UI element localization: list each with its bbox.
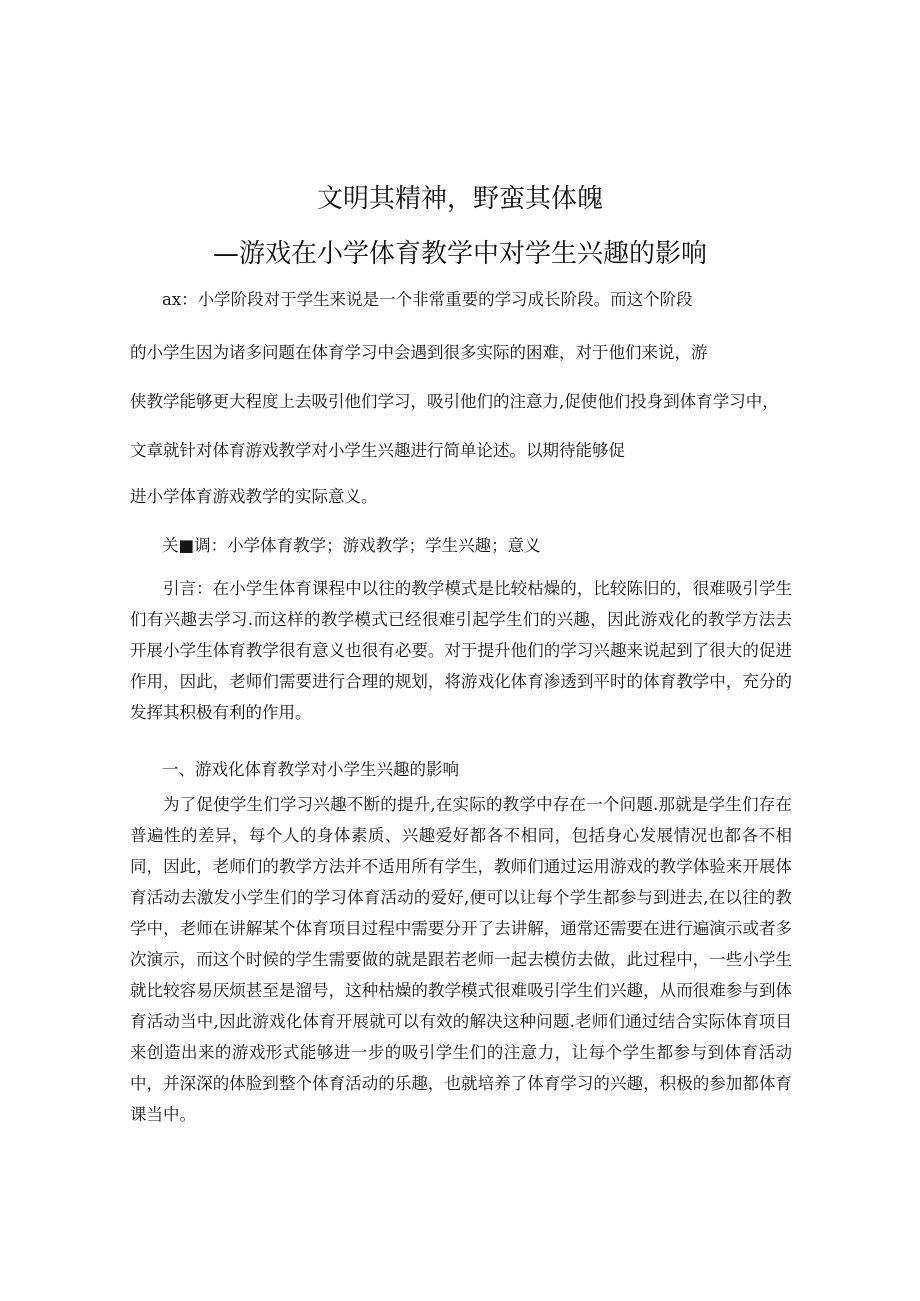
section-paragraph: 为了促使学生们学习兴趣不断的提升,在实际的教学中存在一个问题.那就是学生们存在普遍性的差异，每个人的身体素质、兴趣爱好都各不相同，包括身心发展情况也都各不相同，因此，老师们的教学方法并不适用所有学生，教师们通过运用游戏的教学体验来开展体育活动去激发小学生们的学习体育活动的爱好,便可以让每个学生都参与到进去,在以往的教学中，老师在讲解某个体育项目过程中需要分开了去讲解，通常还需要在进行遍演示或者多次演示，而这个时候的学生需要做的就是跟若老师一起去模仿去做，此过程中，一些小学生就比较容易厌烦甚至是溜号，这种枯燥的教学模式很难吸引学生们兴趣，从而很难参与到体育活动当中,因此游戏化体育开展就可以有效的解决这种问题.老师们通过结合实际体育项目来创造出来的游戏形式能够进一步的吸引学生们的注意力，让每个学生都参与到体育活动中，并深深的体脸到整个体育活动的乐趣，也就培养了体育学习的兴趣，积极的参加都体育课当中。 [130,795,792,1124]
abstract-line: 文章就针对体育游戏教学对小学生兴趣进行简单论述。以期待能够促 [130,441,625,460]
intro-paragraph: 引言：在小学生体育课程中以往的教学模式是比较枯燥的，比较陈旧的，很难吸引学生们有兴趣去学习.而这样的教学模式已经很难引起学生们的兴趣，因此游戏化的教学方法去开展小学生体育教学很有意义也很有必要。对于提升他们的学习兴趣来说起到了很大的促进作用，因此，老师们需要进行合理的规划，将游戏化体育渗透到平时的体育教学中，充分的发挥其积极有利的作用。 [130,579,792,722]
abstract-line: 侠教学能够更大程度上去吸引他们学习，吸引他们的注意力,促使他们投身到体育学习中， [130,392,779,411]
page-subtitle: —游戏在小学体育教学中对学生兴趣的影响 [212,239,707,269]
section-heading: 一、游戏化体育教学对小学生兴趣的影响 [162,760,459,779]
keywords: 关■调：小学体育教学；游戏教学；学生兴趣；意义 [162,536,541,555]
abstract-line: 进小学体育游戏教学的实际意义。 [130,487,378,506]
abstract-line: ax：小学阶段对于学生来说是一个非常重要的学习成长阶段。而这个阶段 [162,290,693,309]
abstract-line: 的小学生因为诸多问题在体育学习中会遇到很多实际的困难，对于他们来说，游 [130,343,708,362]
page-title: 文明其精神，野蛮其体魄 [316,184,603,214]
